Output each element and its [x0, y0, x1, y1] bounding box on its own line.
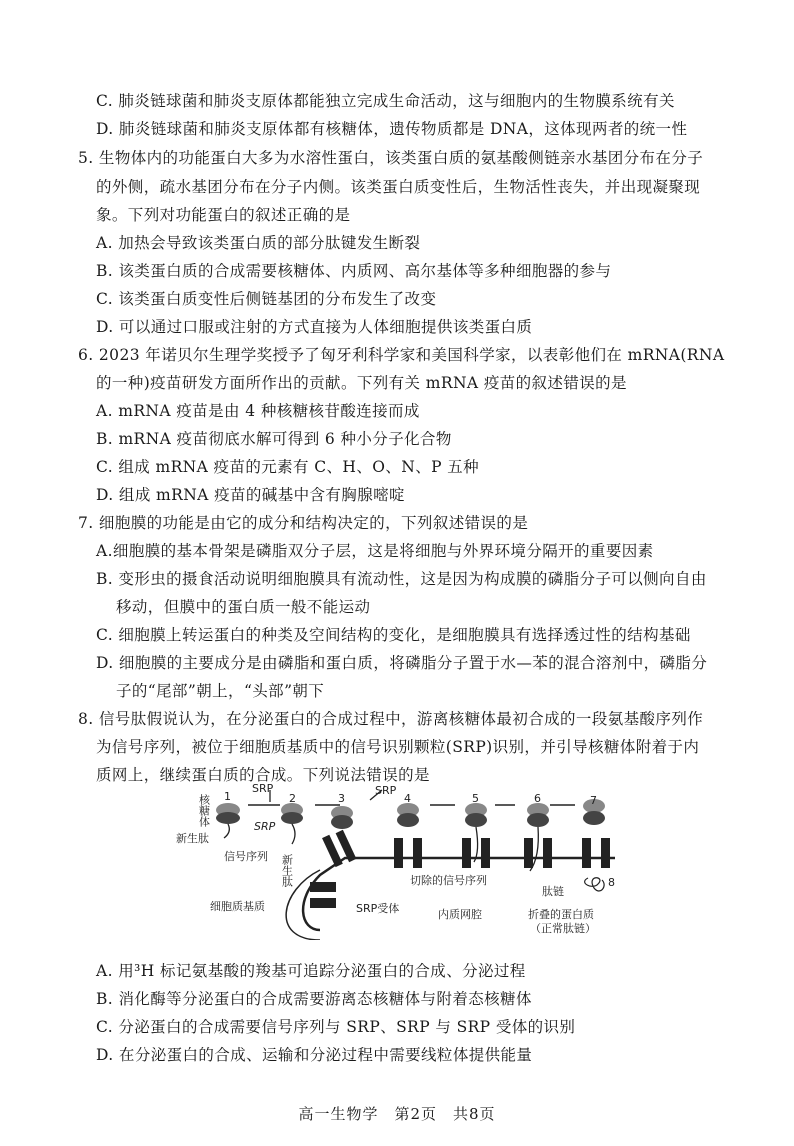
q6-stem-line-1: 6. 2023 年诺贝尔生理学奖授予了匈牙利科学家和美国科学家，以表彰他们在 mRNA(RNA [78, 346, 725, 364]
step-7: 7 [590, 794, 597, 807]
q5-stem-line-1: 5. 生物体内的功能蛋白大多为水溶性蛋白，该类蛋白质的氨基酸侧链亲水基团分布在分子 [78, 149, 704, 167]
nascent-peptide-vertical-label: 新生肽 [280, 854, 294, 887]
cleaved-signal-label: 切除的信号序列 [410, 874, 487, 887]
q7-option-b-line-2: 移动，但膜中的蛋白质一般不能运动 [116, 598, 371, 616]
q6-stem-line-2: 的一种)疫苗研发方面所作出的贡献。下列有关 mRNA 疫苗的叙述错误的是 [96, 374, 627, 392]
signal-peptide-diagram [170, 780, 640, 940]
q8-option-a: A. 用³H 标记氨基酸的羧基可追踪分泌蛋白的合成、分泌过程 [96, 962, 526, 980]
q5-stem-line-3: 象。下列对功能蛋白的叙述正确的是 [96, 206, 351, 224]
step-2: 2 [289, 792, 296, 805]
folded-protein [585, 878, 604, 891]
normal-peptide-label: （正常肽链） [530, 922, 596, 935]
step-5: 5 [472, 792, 479, 805]
nascent-peptide [292, 824, 295, 844]
q5-option-d: D. 可以通过口服或注射的方式直接为人体细胞提供该类蛋白质 [96, 318, 533, 336]
q5-option-b: B. 该类蛋白质的合成需要核糖体、内质网、高尔基体等多种细胞器的参与 [96, 262, 612, 280]
q4-option-c: C. 肺炎链球菌和肺炎支原体都能独立完成生命活动，这与细胞内的生物膜系统有关 [96, 92, 675, 110]
q8-option-c: C. 分泌蛋白的合成需要信号序列与 SRP、SRP 与 SRP 受体的识别 [96, 1018, 576, 1036]
q7-option-d-line-2: 子的“尾部”朝上，“头部”朝下 [116, 682, 325, 700]
peptide-chain-label: 肽链 [542, 885, 564, 898]
step-6: 6 [534, 792, 541, 805]
q6-option-d: D. 组成 mRNA 疫苗的碱基中含有胸腺嘧啶 [96, 486, 405, 504]
step-8: 8 [608, 876, 615, 889]
q5-option-c: C. 该类蛋白质变性后侧链基团的分布发生了改变 [96, 290, 437, 308]
q7-option-a: A.细胞膜的基本骨架是磷脂双分子层，这是将细胞与外界环境分隔开的重要因素 [96, 542, 654, 560]
step-4: 4 [404, 792, 411, 805]
srp-receptor-label: SRP受体 [356, 902, 400, 915]
q8-option-b: B. 消化酶等分泌蛋白的合成需要游离态核糖体与附着态核糖体 [96, 990, 532, 1008]
q7-option-d-line-1: D. 细胞膜的主要成分是由磷脂和蛋白质，将磷脂分子置于水—苯的混合溶剂中，磷脂分 [96, 654, 708, 672]
q8-stem-line-1: 8. 信号肽假说认为，在分泌蛋白的合成过程中，游离核糖体最初合成的一段氨基酸序列作 [78, 710, 704, 728]
q7-stem: 7. 细胞膜的功能是由它的成分和结构决定的，下列叙述错误的是 [78, 514, 529, 532]
q7-option-c: C. 细胞膜上转运蛋白的种类及空间结构的变化，是细胞膜具有选择透过性的结构基础 [96, 626, 691, 644]
ribosome-label-1: 核糖体 [197, 794, 211, 827]
q7-option-b-line-1: B. 变形虫的摄食活动说明细胞膜具有流动性，这是因为构成膜的磷脂分子可以侧向自由 [96, 570, 707, 588]
folded-protein-label: 折叠的蛋白质 [528, 908, 594, 921]
q6-option-a: A. mRNA 疫苗是由 4 种核糖核苷酸连接而成 [96, 402, 420, 420]
signal-sequence-label: 信号序列 [224, 850, 268, 863]
nascent-peptide-label: 新生肽 [176, 832, 209, 845]
q8-stem-line-3: 质网上，继续蛋白质的合成。下列说法错误的是 [96, 766, 430, 784]
srp-label-mid: SRP [254, 820, 276, 833]
q6-option-c: C. 组成 mRNA 疫苗的元素有 C、H、O、N、P 五种 [96, 458, 480, 476]
q8-stem-line-2: 为信号序列，被位于细胞质基质中的信号识别颗粒(SRP)识别，并引导核糖体附着于内 [96, 738, 700, 756]
q5-stem-line-2: 的外侧，疏水基团分布在分子内侧。该类蛋白质变性后，生物活性丧失，并出现凝聚现 [96, 178, 701, 196]
page-footer: 高一生物学 第2页 共8页 [298, 1105, 496, 1123]
q4-option-d: D. 肺炎链球菌和肺炎支原体都有核糖体，遗传物质都是 DNA，这体现两者的统一性 [96, 120, 688, 138]
q8-option-d: D. 在分泌蛋白的合成、运输和分泌过程中需要线粒体提供能量 [96, 1046, 533, 1064]
srp-label-released: SRP [375, 784, 397, 797]
step-1: 1 [224, 790, 231, 803]
srp-label-top: SRP [252, 782, 274, 795]
q5-option-a: A. 加热会导致该类蛋白质的部分肽键发生断裂 [96, 234, 421, 252]
er-lumen-label: 内质网腔 [438, 908, 482, 921]
cytoplasm-label: 细胞质基质 [210, 900, 265, 913]
q6-option-b: B. mRNA 疫苗彻底水解可得到 6 种小分子化合物 [96, 430, 452, 448]
translocon-channels [310, 830, 610, 908]
step-3: 3 [338, 792, 345, 805]
nascent-peptide [224, 824, 229, 838]
